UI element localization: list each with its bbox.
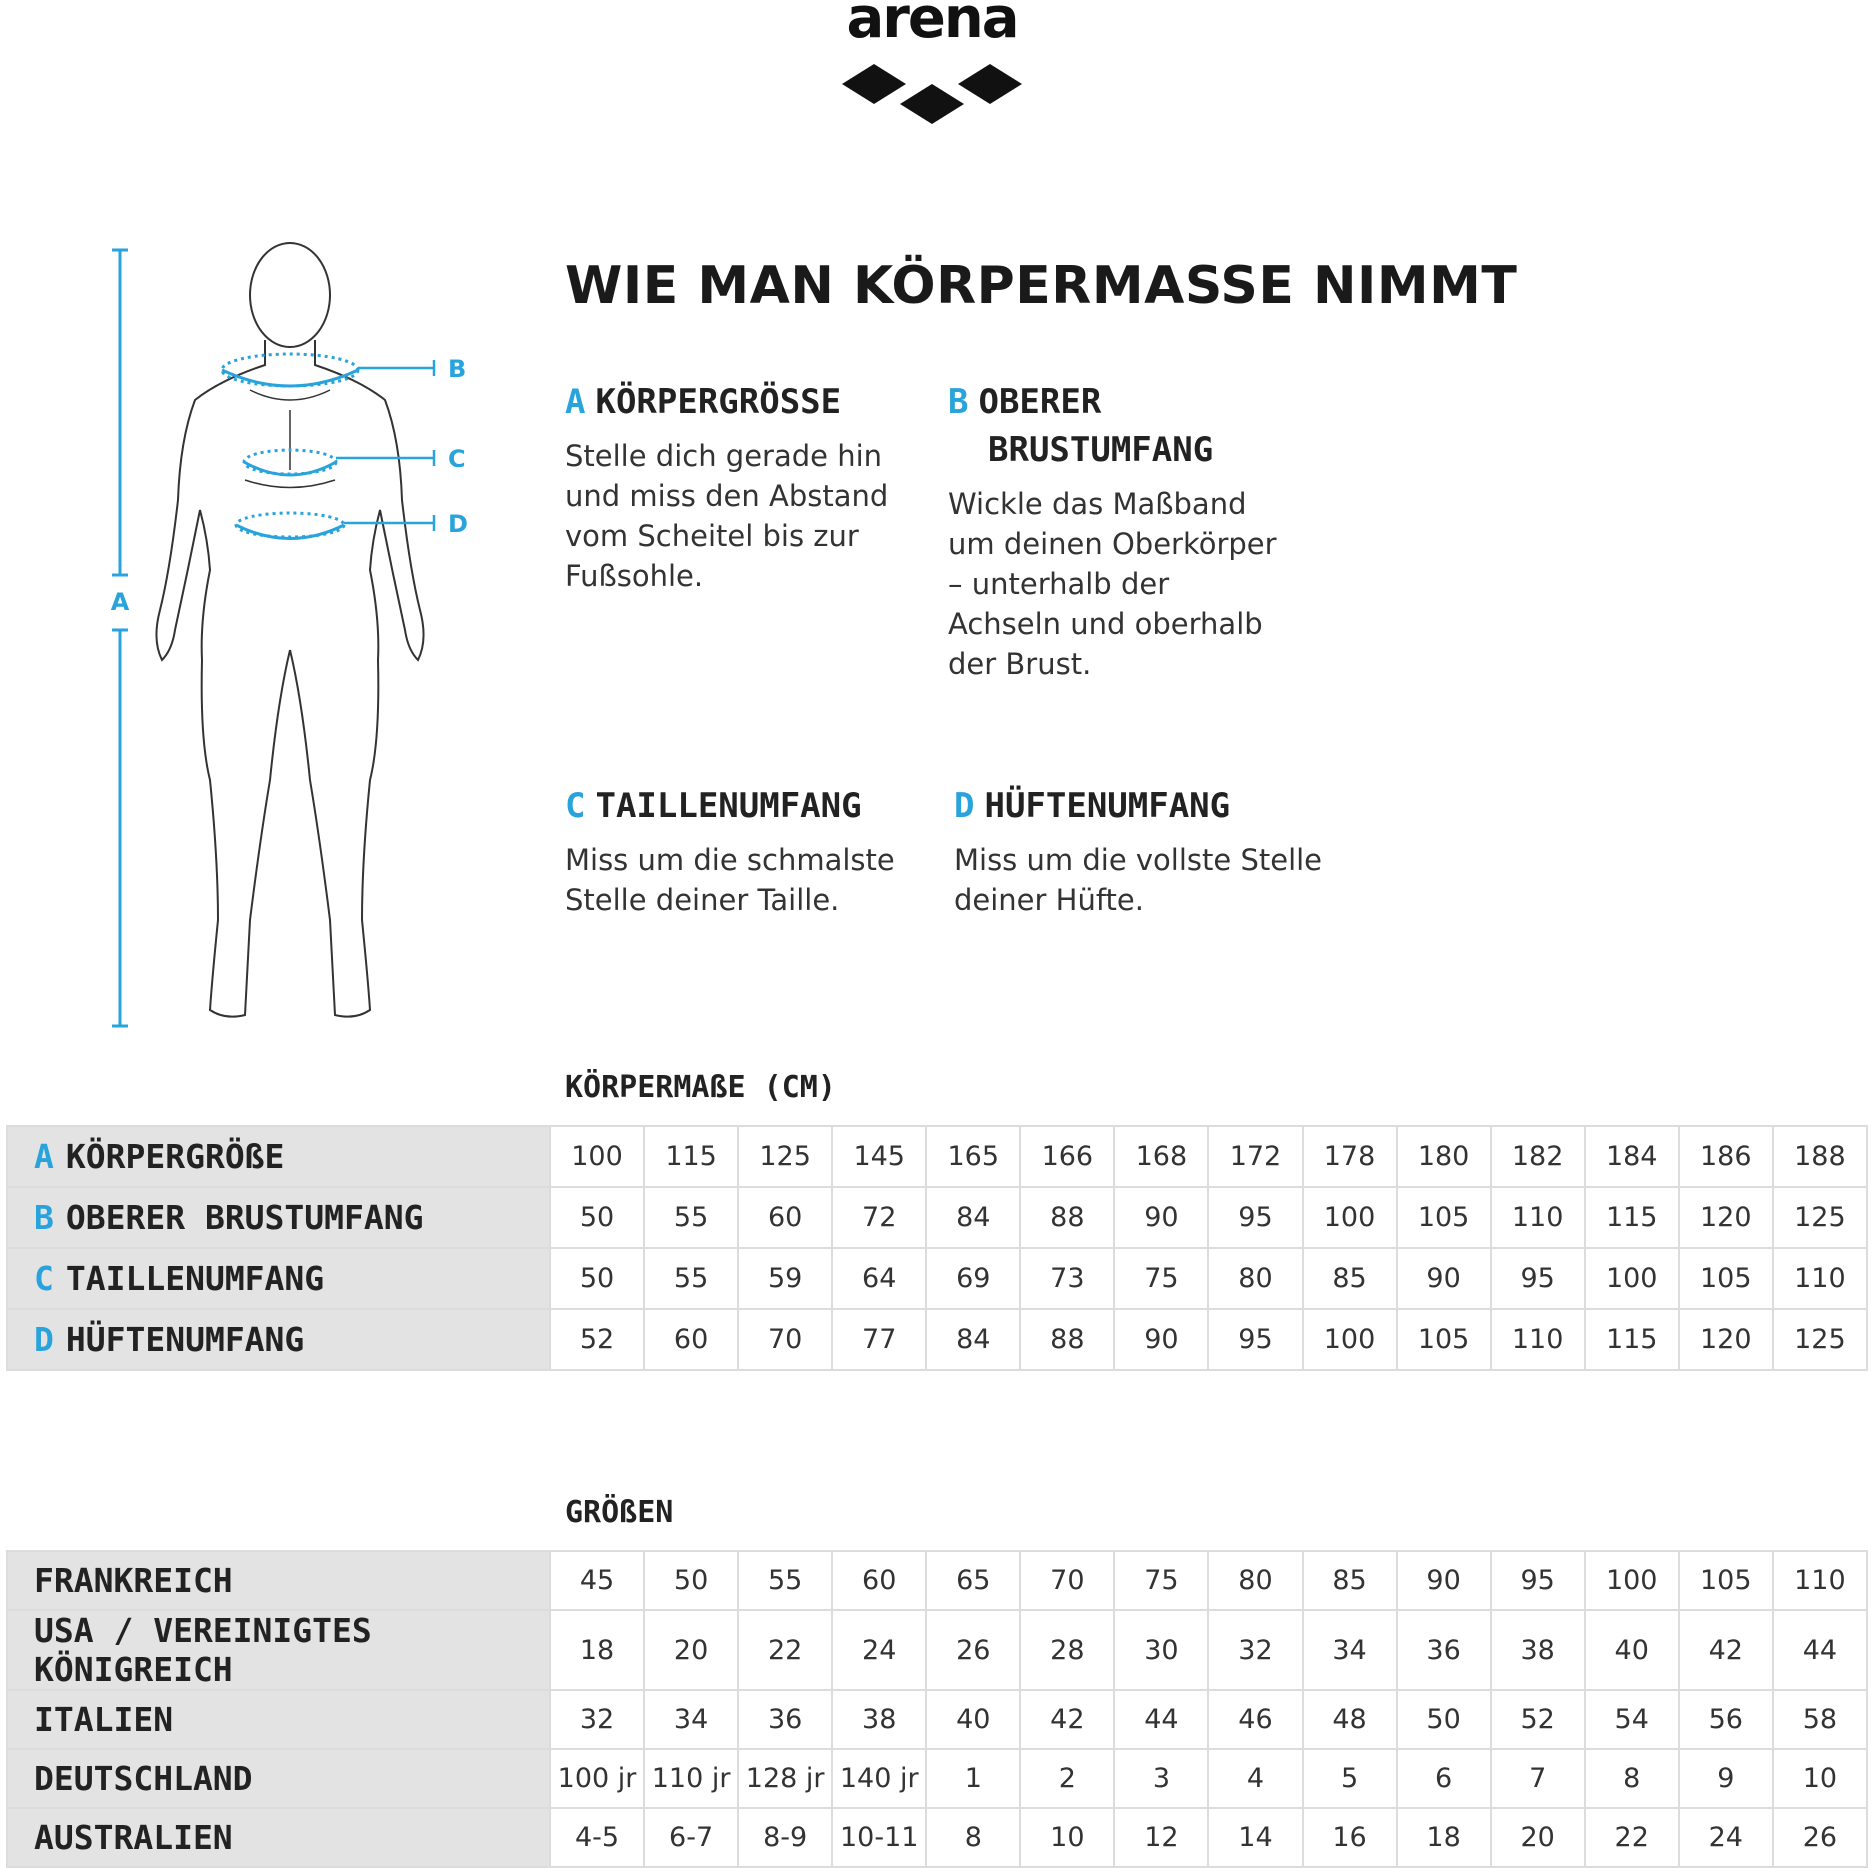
table-cell: 70 [1020,1551,1114,1610]
table-cell: 44 [1114,1690,1208,1749]
table-cell: 28 [1020,1610,1114,1690]
table-cell: 182 [1491,1126,1585,1187]
table-cell: 30 [1114,1610,1208,1690]
row-label [7,1309,550,1370]
table-cell: 88 [1020,1187,1114,1248]
table-row [7,1187,1867,1248]
row-label-text: OBERER BRUSTUMFANG [65,1198,424,1237]
table-cell: 55 [644,1248,738,1309]
table-row [7,1610,1867,1690]
table-cell: 166 [1020,1126,1114,1187]
row-letter: D [34,1320,54,1359]
table-cell: 105 [1679,1551,1773,1610]
block-letter-d: D [954,786,975,826]
table-cell: 77 [832,1309,926,1370]
table-cell: 8-9 [738,1808,832,1867]
row-label [7,1808,550,1867]
row-label [7,1690,550,1749]
block-chest [948,378,1288,684]
chest-band-back [222,354,358,386]
body-measurement-figure [100,240,500,1040]
table-cell: 9 [1679,1749,1773,1808]
table-cell: 56 [1679,1690,1773,1749]
table-cell: 60 [738,1187,832,1248]
table-cell: 100 jr [550,1749,644,1808]
table-cell: 4-5 [550,1808,644,1867]
table-cell: 80 [1208,1248,1302,1309]
table-cell: 165 [926,1126,1020,1187]
block-waist [565,782,905,920]
table-cell: 90 [1397,1551,1491,1610]
table-cell: 10 [1020,1808,1114,1867]
table-cell: 12 [1114,1808,1208,1867]
table-cell: 8 [926,1808,1020,1867]
table-cell: 120 [1679,1187,1773,1248]
table-cell: 110 [1491,1187,1585,1248]
table-cell: 1 [926,1749,1020,1808]
table-cell: 80 [1208,1551,1302,1610]
table-cell: 16 [1303,1808,1397,1867]
table-cell: 100 [1585,1551,1679,1610]
row-label [7,1610,550,1690]
row-label-text: AUSTRALIEN [34,1818,233,1857]
table-cell: 24 [832,1610,926,1690]
block-text-height: Stelle dich gerade hin und miss den Abstand vom Scheitel bis zur Fußsohle. [565,439,889,593]
table-cell: 4 [1208,1749,1302,1808]
table-cell: 38 [832,1690,926,1749]
row-letter: B [34,1198,54,1237]
table-cell: 105 [1679,1248,1773,1309]
block-text-waist: Miss um die schmalste Stelle deiner Taille. [565,843,895,917]
table-cell: 180 [1397,1126,1491,1187]
block-title-chest-text: OBERER BRUSTUMFANG [978,382,1214,470]
table-row [7,1690,1867,1749]
block-title-height-text: KÖRPERGRÖSSE [595,382,842,422]
table-row [7,1248,1867,1309]
table-cell: 26 [926,1610,1020,1690]
block-text-chest: Wickle das Maßband um deinen Oberkörper – unterhalb der Achseln und oberhalb der Brust. [948,487,1277,681]
table-cell: 36 [738,1690,832,1749]
table-cell: 186 [1679,1126,1773,1187]
table-cell: 60 [832,1551,926,1610]
table-cell: 85 [1303,1248,1397,1309]
table-cell: 95 [1491,1551,1585,1610]
table-cell: 100 [1303,1309,1397,1370]
table-cell: 105 [1397,1187,1491,1248]
row-label-text: USA / VEREINIGTES KÖNIGREICH [34,1611,372,1689]
table-cell: 34 [644,1690,738,1749]
table-cell: 40 [926,1690,1020,1749]
table-cell: 73 [1020,1248,1114,1309]
table-cell: 115 [1585,1309,1679,1370]
table-cell: 10 [1773,1749,1867,1808]
table-cell: 50 [644,1551,738,1610]
table-cell: 42 [1679,1610,1773,1690]
table-cell: 60 [644,1309,738,1370]
table-cell: 128 jr [738,1749,832,1808]
table-cell: 105 [1397,1309,1491,1370]
table-cell: 172 [1208,1126,1302,1187]
table-cell: 36 [1397,1610,1491,1690]
table-row [7,1808,1867,1867]
body-outline [156,243,423,1017]
block-title-height [565,378,905,426]
table-cell: 110 [1773,1248,1867,1309]
table-cell: 59 [738,1248,832,1309]
block-hip [954,782,1334,920]
table-cell: 3 [1114,1749,1208,1808]
row-label [7,1248,550,1309]
table-cell: 54 [1585,1690,1679,1749]
table-cell: 14 [1208,1808,1302,1867]
row-letter: A [34,1137,54,1176]
table-cell: 20 [644,1610,738,1690]
label-b: B [448,355,467,383]
sizes-table [6,1550,1868,1868]
table-cell: 100 [1585,1248,1679,1309]
block-title-hip [954,782,1334,830]
table-cell: 95 [1208,1309,1302,1370]
table-cell: 64 [832,1248,926,1309]
table-cell: 140 jr [832,1749,926,1808]
block-title-hip-text: HÜFTENUMFANG [984,786,1231,826]
table-cell: 5 [1303,1749,1397,1808]
table-cell: 20 [1491,1808,1585,1867]
table-cell: 90 [1397,1248,1491,1309]
measures-table [6,1125,1868,1371]
table-cell: 46 [1208,1690,1302,1749]
table-cell: 75 [1114,1551,1208,1610]
table-cell: 70 [738,1309,832,1370]
table-cell: 184 [1585,1126,1679,1187]
table-cell: 72 [832,1187,926,1248]
table-cell: 55 [738,1551,832,1610]
table-cell: 75 [1114,1248,1208,1309]
table-row [7,1749,1867,1808]
table-cell: 110 jr [644,1749,738,1808]
table-cell: 32 [550,1690,644,1749]
table-cell: 145 [832,1126,926,1187]
table-cell: 2 [1020,1749,1114,1808]
table-cell: 22 [1585,1808,1679,1867]
row-label-text: TAILLENUMFANG [65,1259,325,1298]
label-d: D [448,510,468,538]
logo-wordmark: arena [846,0,1018,51]
table-cell: 58 [1773,1690,1867,1749]
table-cell: 88 [1020,1309,1114,1370]
table-cell: 95 [1491,1248,1585,1309]
table-cell: 22 [738,1610,832,1690]
row-label-text: FRANKREICH [34,1561,233,1600]
row-label [7,1126,550,1187]
block-letter-c: C [565,786,586,826]
row-label-text: DEUTSCHLAND [34,1759,253,1798]
table-cell: 115 [644,1126,738,1187]
table-cell: 34 [1303,1610,1397,1690]
row-label-text: ITALIEN [34,1700,174,1739]
table-cell: 90 [1114,1187,1208,1248]
table-cell: 50 [550,1187,644,1248]
table-cell: 100 [1303,1187,1397,1248]
table-cell: 48 [1303,1690,1397,1749]
block-title-chest [948,378,1288,474]
table-cell: 6-7 [644,1808,738,1867]
table-cell: 69 [926,1248,1020,1309]
table-cell: 8 [1585,1749,1679,1808]
table-cell: 84 [926,1187,1020,1248]
table-cell: 50 [1397,1690,1491,1749]
table-cell: 44 [1773,1610,1867,1690]
row-label [7,1749,550,1808]
table-cell: 90 [1114,1309,1208,1370]
table-row [7,1126,1867,1187]
block-title-waist [565,782,905,830]
block-letter-a: A [565,382,586,422]
table-cell: 24 [1679,1808,1773,1867]
table-cell: 125 [738,1126,832,1187]
block-letter-b: B [948,382,969,422]
table-cell: 188 [1773,1126,1867,1187]
table-cell: 6 [1397,1749,1491,1808]
table-cell: 52 [1491,1690,1585,1749]
table-cell: 100 [550,1126,644,1187]
row-letter: C [34,1259,54,1298]
table-cell: 18 [550,1610,644,1690]
measures-table-title: KÖRPERMAßE (CM) [565,1070,836,1105]
table-cell: 110 [1491,1309,1585,1370]
sizes-table-title: GRÖßEN [565,1495,674,1530]
table-cell: 85 [1303,1551,1397,1610]
diamond-logo-icon [836,60,1028,140]
table-cell: 52 [550,1309,644,1370]
table-cell: 26 [1773,1808,1867,1867]
table-cell: 7 [1491,1749,1585,1808]
table-cell: 110 [1773,1551,1867,1610]
table-cell: 178 [1303,1126,1397,1187]
table-cell: 50 [550,1248,644,1309]
label-a: A [110,588,130,616]
table-cell: 18 [1397,1808,1491,1867]
row-label [7,1187,550,1248]
row-label [7,1551,550,1610]
row-label-text: KÖRPERGRÖßE [65,1137,285,1176]
table-cell: 42 [1020,1690,1114,1749]
block-height [565,378,905,596]
table-cell: 125 [1773,1309,1867,1370]
table-cell: 125 [1773,1187,1867,1248]
table-cell: 168 [1114,1126,1208,1187]
label-c: C [448,445,466,473]
table-cell: 84 [926,1309,1020,1370]
table-cell: 45 [550,1551,644,1610]
table-cell: 120 [1679,1309,1773,1370]
table-cell: 10-11 [832,1808,926,1867]
table-cell: 115 [1585,1187,1679,1248]
table-row [7,1551,1867,1610]
block-title-waist-text: TAILLENUMFANG [595,786,862,826]
table-row [7,1309,1867,1370]
page-title: WIE MAN KÖRPERMASSE NIMMT [565,256,1518,316]
table-cell: 38 [1491,1610,1585,1690]
arena-logo [836,0,1028,140]
row-label-text: HÜFTENUMFANG [65,1320,305,1359]
table-cell: 55 [644,1187,738,1248]
table-cell: 32 [1208,1610,1302,1690]
table-cell: 95 [1208,1187,1302,1248]
table-cell: 40 [1585,1610,1679,1690]
table-cell: 65 [926,1551,1020,1610]
block-text-hip: Miss um die vollste Stelle deiner Hüfte. [954,843,1323,917]
